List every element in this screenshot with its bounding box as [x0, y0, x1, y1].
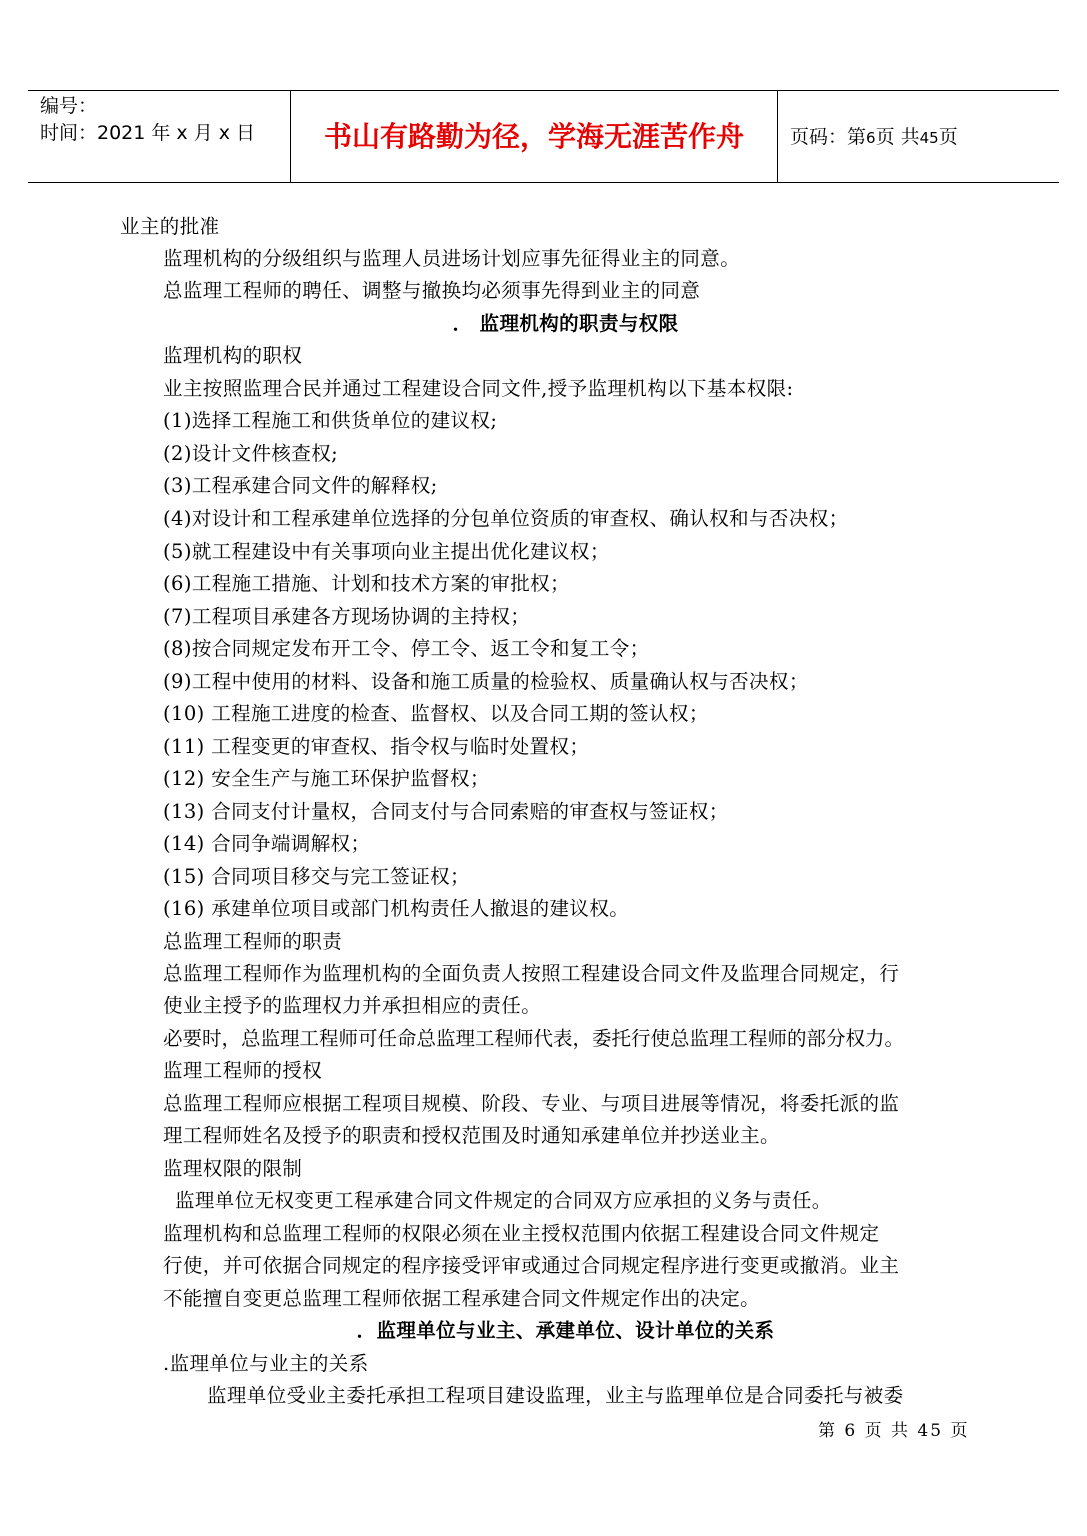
section-heading: ． 监理机构的职责与权限	[452, 312, 679, 335]
list-item: (4)对设计和工程承建单位选择的分包单位资质的审查权、确认权和与否决权；	[163, 507, 849, 530]
list-item: (10) 工程施工进度的检查、监督权、以及合同工期的签认权；	[163, 702, 709, 725]
subheading: 总监理工程师的职责	[163, 930, 343, 953]
list-item: (11) 工程变更的审查权、指令权与临时处置权；	[163, 735, 590, 758]
page-current: 6	[866, 129, 876, 147]
body-line: 行使，并可依据合同规定的程序接受评审或通过合同规定程序进行变更或撤消。业主	[163, 1254, 900, 1277]
body-line: 监理机构和总监理工程师的权限必须在业主授权范围内依据工程建设合同文件规定	[163, 1222, 880, 1245]
list-item: (5)就工程建设中有关事项向业主提出优化建议权；	[163, 540, 610, 563]
header-bottom-rule	[28, 182, 1059, 183]
document-time-label: 时间：2021 年 x 月 x 日	[40, 122, 256, 144]
header-page-info	[790, 124, 958, 151]
list-item: (2)设计文件核查权;	[163, 442, 339, 465]
page-suffix: 页	[938, 126, 958, 148]
list-item: (7)工程项目承建各方现场协调的主持权；	[163, 605, 531, 628]
body-line: 总监理工程师作为监理机构的全面负责人按照工程建设合同文件及监理合同规定，行	[163, 962, 900, 985]
document-number-label: 编号：	[40, 95, 98, 117]
list-item: (13) 合同支付计量权，合同支付与合同索赔的审查权与签证权；	[163, 800, 729, 823]
body-line: 总监理工程师应根据工程项目规模、阶段、专业、与项目进展等情况，将委托派的监	[163, 1092, 900, 1115]
subheading: 监理机构的职权	[163, 344, 303, 367]
body-line: 监理单位受业主委托承担工程项目建设监理，业主与监理单位是合同委托与被委	[207, 1384, 904, 1407]
page-prefix: 页码：第	[790, 126, 867, 148]
page-total: 45	[919, 129, 939, 147]
subheading: .监理单位与业主的关系	[163, 1352, 369, 1375]
body-line: 不能擅自变更总监理工程师依据工程承建合同文件规定作出的决定。	[163, 1287, 761, 1310]
header-divider-right	[777, 90, 778, 182]
list-item: (6)工程施工措施、计划和技术方案的审批权；	[163, 572, 570, 595]
body-line: 业主按照监理合民并通过工程建设合同文件,授予监理机构以下基本权限:	[163, 377, 794, 400]
subheading: 监理权限的限制	[163, 1157, 303, 1180]
list-item: (9)工程中使用的材料、设备和施工质量的检验权、质量确认权与否决权；	[163, 670, 809, 693]
header-motto: 书山有路勤为径，学海无涯苦作舟	[323, 120, 744, 153]
subheading: 监理工程师的授权	[163, 1059, 323, 1082]
list-item: (15) 合同项目移交与完工签证权；	[163, 865, 470, 888]
page-mid: 页 共	[875, 126, 920, 148]
list-item: (3)工程承建合同文件的解释权;	[163, 474, 438, 497]
page-footer: 第 6 页 共 45 页	[818, 1421, 970, 1441]
body-line: 总监理工程师的聘任、调整与撤换均必须事先得到业主的同意	[163, 279, 701, 302]
list-item: (12) 安全生产与施工环保护监督权；	[163, 767, 490, 790]
body-line: 使业主授予的监理权力并承担相应的责任。	[163, 994, 542, 1017]
body-line: 理工程师姓名及授予的职责和授权范围及时通知承建单位并抄送业主。	[163, 1124, 780, 1147]
body-line: 必要时，总监理工程师可任命总监理工程师代表，委托行使总监理工程师的部分权力。	[163, 1027, 905, 1050]
list-item: (8)按合同规定发布开工令、停工令、返工令和复工令；	[163, 637, 650, 660]
list-item: (1)选择工程施工和供货单位的建议权;	[163, 409, 498, 432]
list-item: (16) 承建单位项目或部门机构责任人撤退的建议权。	[163, 897, 630, 920]
body-line: 监理机构的分级组织与监理人员进场计划应事先征得业主的同意。	[163, 247, 741, 270]
section-heading: ．监理单位与业主、承建单位、设计单位的关系	[356, 1319, 775, 1342]
body-line: 监理单位无权变更工程承建合同文件规定的合同双方应承担的义务与责任。	[175, 1189, 832, 1212]
header-top-rule	[28, 90, 1059, 91]
body-line: 业主的批准	[120, 215, 220, 238]
list-item: (14) 合同争端调解权；	[163, 832, 371, 855]
